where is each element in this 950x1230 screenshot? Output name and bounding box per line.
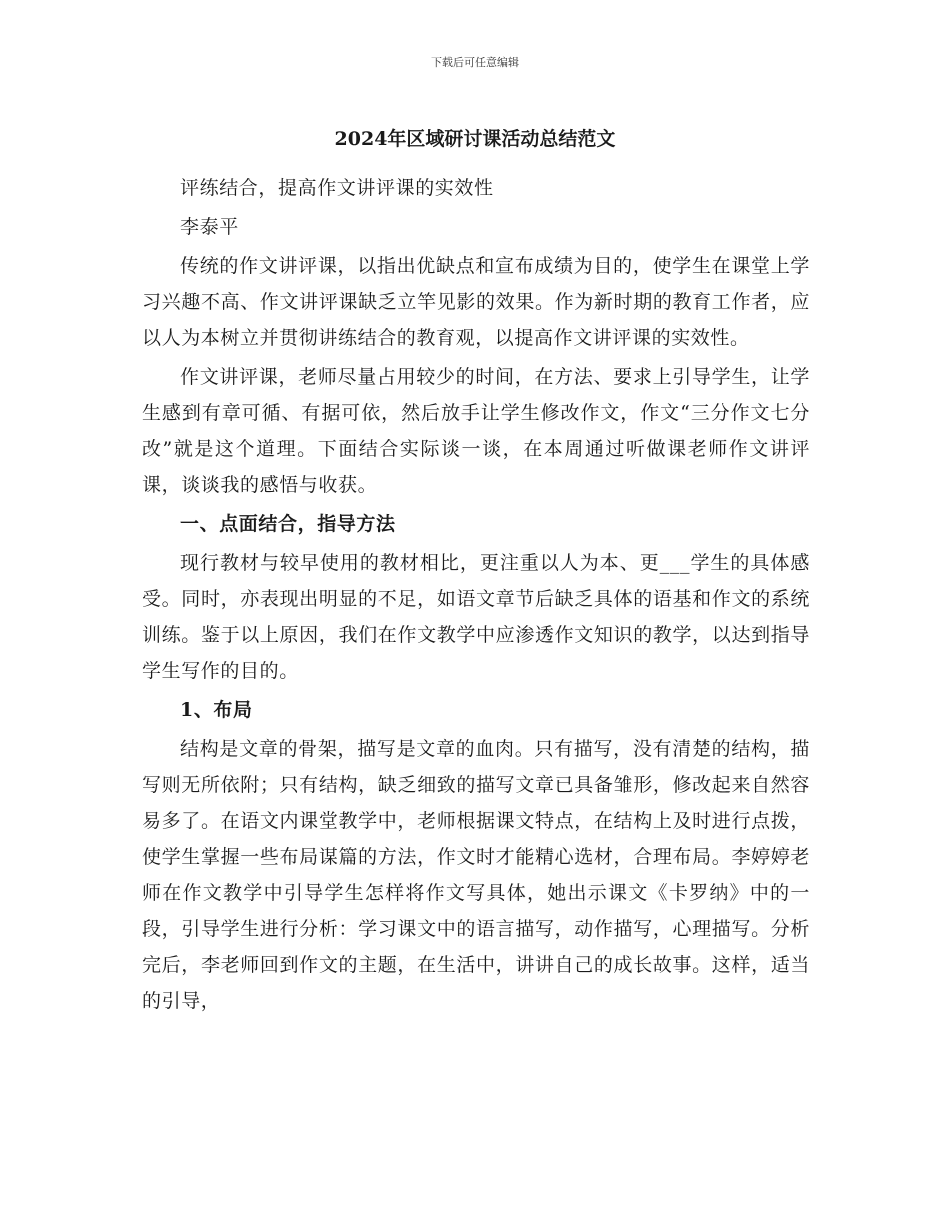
document-title: 2024年区域研讨课活动总结范文 — [334, 128, 616, 150]
document-body — [142, 170, 810, 1022]
paragraph: 结构是文章的骨架，描写是文章的血肉。只有描写，没有清楚的结构，描写则无所依附；只有结构，缺乏细致的描写文章已具备雏形，修改起来自然容易多了。在语文内课堂教学中，老师根据课文特点，在结构上及时进行点拨，使学生掌握一些布局谋篇的方法，作文时才能精心选材，合理布局。李婷婷老师在作文教学中引导学生怎样将作文写具体，她出示课文《卡罗纳》中的一段，引导学生进行分析：学习课文中的语言描写，动作描写，心理描写。分析完后，李老师回到作文的主题，在生活中，讲讲自己的成长故事。这样，适当的引导， — [142, 738, 810, 1012]
paragraph: 作文讲评课，老师尽量占用较少的时间，在方法、要求上引导学生，让学生感到有章可循、有据可依，然后放手让学生修改作文，作文“三分作文七分改”就是这个道理。下面结合实际谈一谈，在本周通过听做课老师作文讲评课，谈谈我的感悟与收获。 — [142, 366, 810, 496]
section-heading: 一、点面结合，指导方法 — [180, 513, 396, 535]
document-author: 李泰平 — [180, 216, 239, 238]
subsection-heading: 1、布局 — [180, 699, 253, 721]
paragraph: 现行教材与较早使用的教材相比，更注重以人为本、更___学生的具体感受。同时，亦表现出明显的不足，如语文章节后缺乏具体的语基和作文的系统训练。鉴于以上原因，我们在作文教学中应渗透作文知识的教学，以达到指导学生写作的目的。 — [142, 552, 810, 682]
paragraph: 传统的作文讲评课，以指出优缺点和宣布成绩为目的，使学生在课堂上学习兴趣不高、作文讲评课缺乏立竿见影的效果。作为新时期的教育工作者，应以人为本树立并贯彻讲练结合的教育观，以提高作文讲评课的实效性。 — [142, 255, 810, 349]
header-note: 下载后可任意编辑 — [431, 56, 519, 69]
document-subtitle: 评练结合，提高作文讲评课的实效性 — [180, 177, 494, 199]
